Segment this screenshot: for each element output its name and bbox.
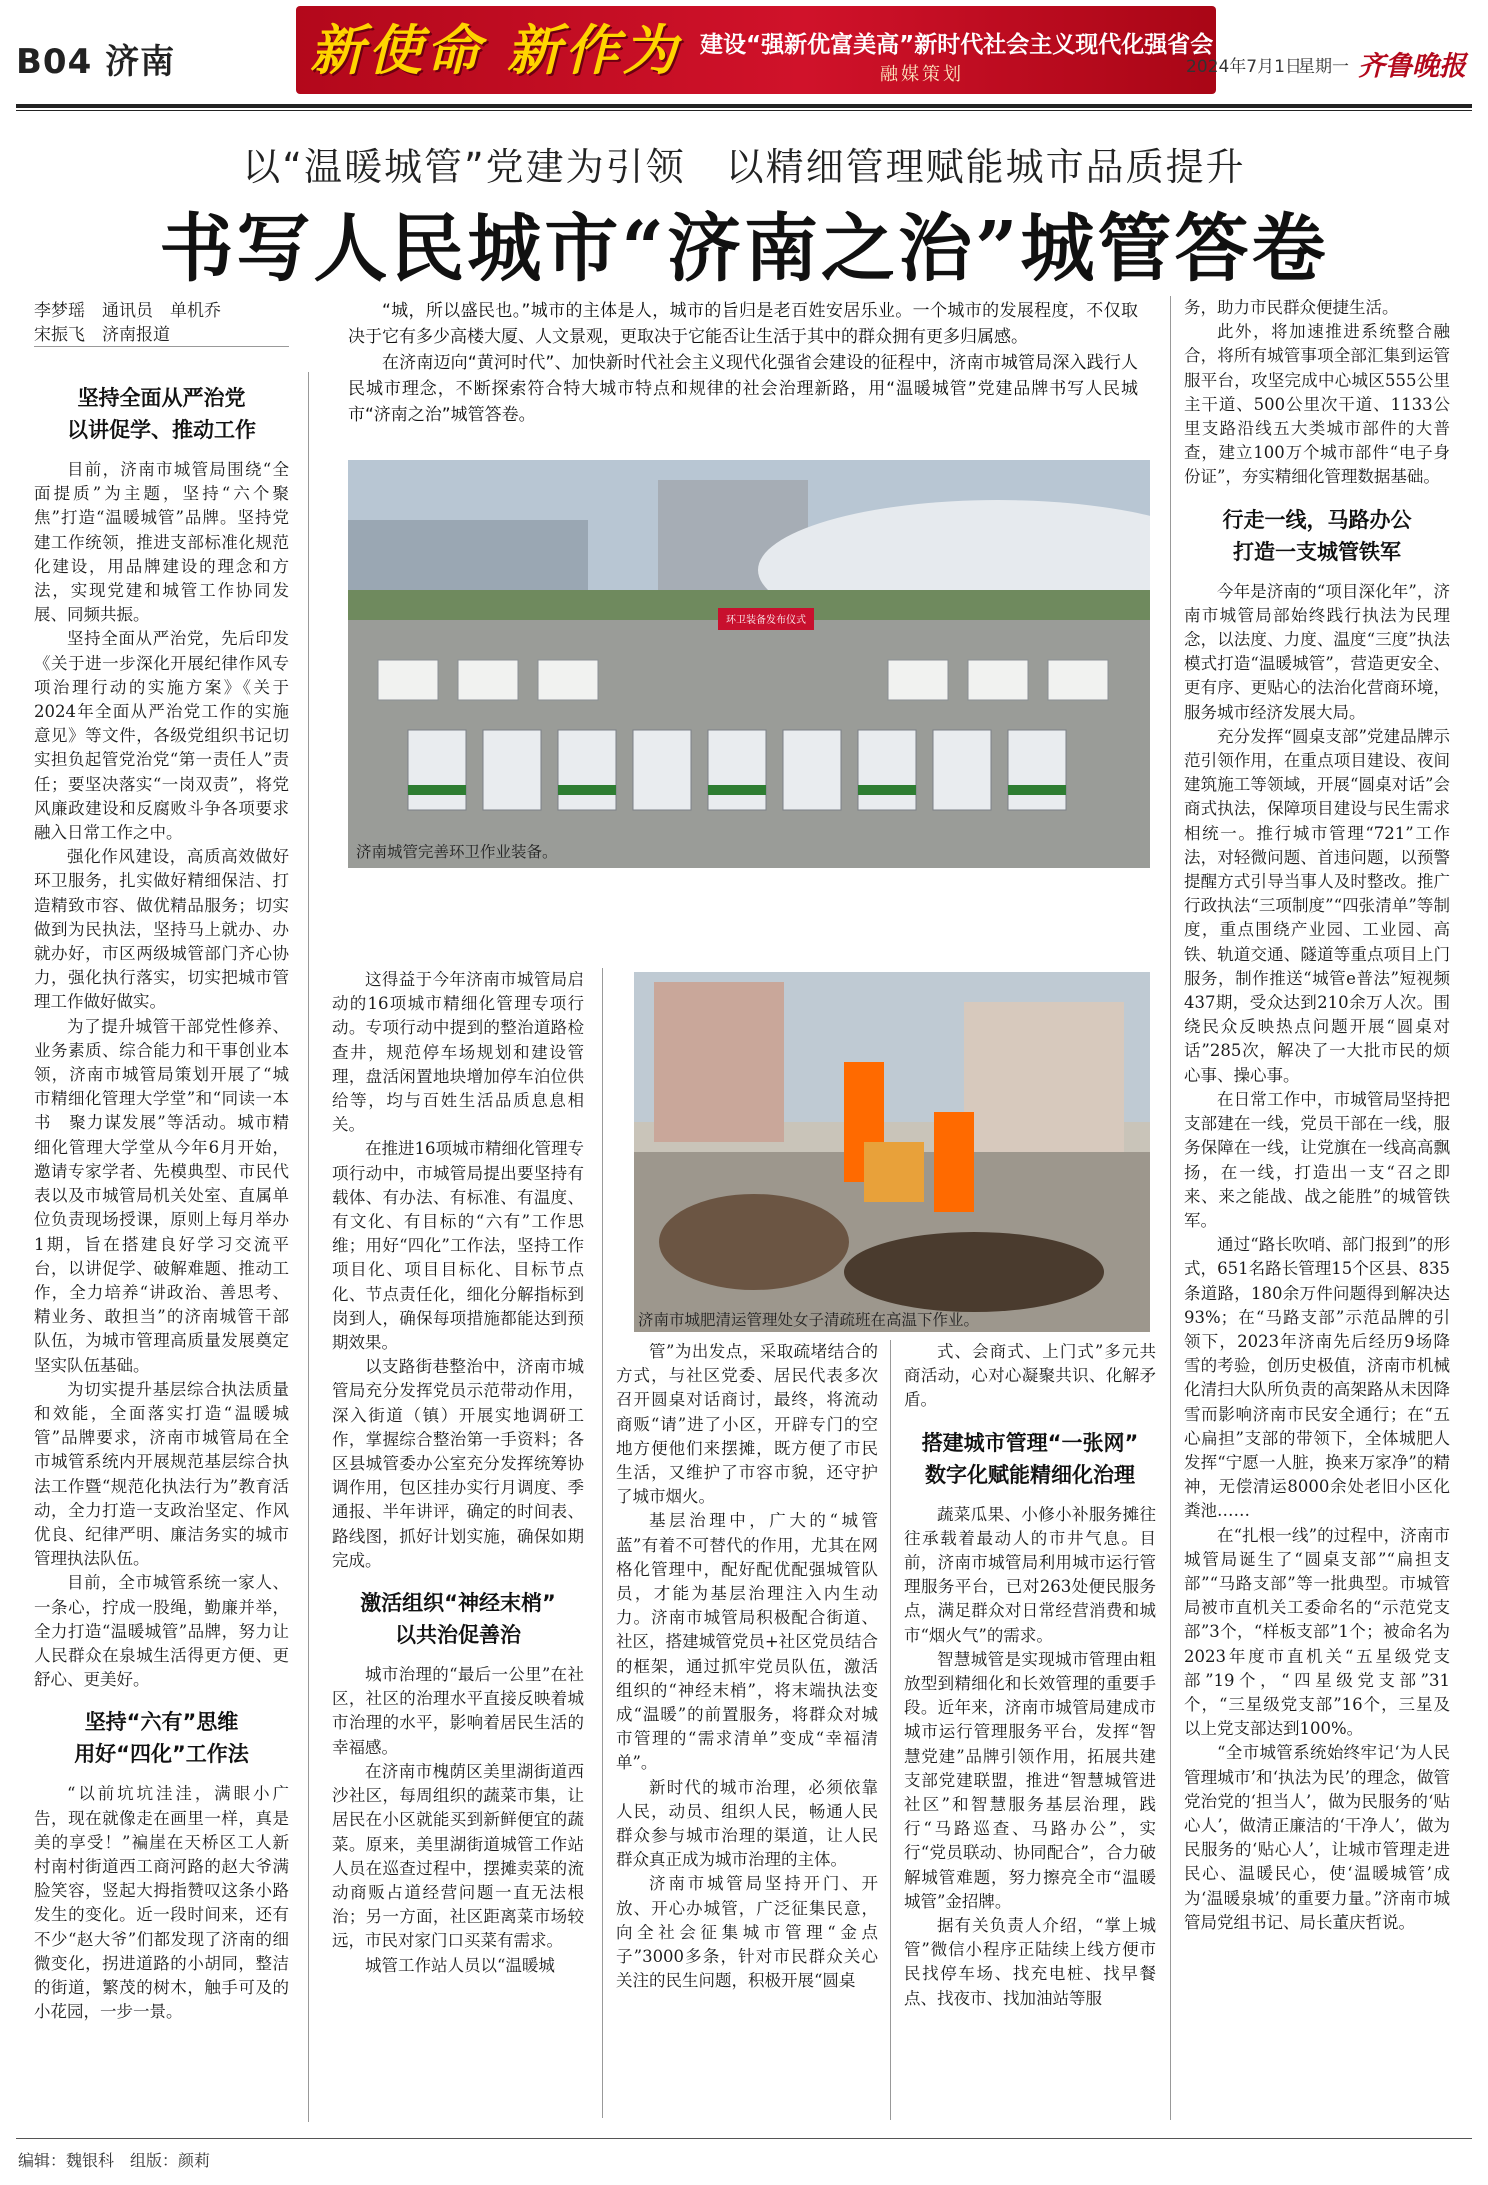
- section-heading: 激活组织“神经末梢” 以共治促善治: [360, 1591, 556, 1648]
- body-paragraph: 在“扎根一线”的过程中，济南市城管局诞生了“圆桌支部”“扁担支部”“马路支部”等一批典型。市城管局被市直机关工委命名的“示范党支部”3个，“样板支部”1个；被命名为2023年度市直机关“五星级党支部”19个，“四星级党支部”31个，“三星级党支部”16个，三星及以上党支部达到100%。: [1184, 1525, 1450, 1739]
- body-paragraph: 在日常工作中，市城管局坚持把支部建在一线，党员干部在一线，服务保障在一线，让党旗在一线高高飘扬，在一线，打造出一支“召之即来、来之能战、战之能胜”的城管铁军。: [1184, 1089, 1450, 1230]
- issue-date: 2024年7月1日: [1186, 57, 1302, 77]
- section-heading: 行走一线，马路办公 打造一支城管铁军: [1222, 507, 1412, 564]
- banner-slogan: 新使命 新作为: [310, 18, 681, 82]
- footer-credits: 编辑：魏银科 组版：颜莉: [18, 2151, 211, 2170]
- article-title: 书写人民城市“济南之治”城管答卷: [159, 206, 1329, 292]
- body-paragraph: 基层治理中，广大的“城管蓝”有着不可替代的作用，尤其在网格化管理中，配好配优配强城管队员，才能为基层治理注入内生动力。济南市城管局积极配合街道、社区，搭建城管党员+社区党员结合的框架，通过抓牢党员队伍，激活组织的“神经末梢”，将末端执法变成“温暖”的前置服务，将群众对城市管理的“需求清单”变成“幸福清单”。: [616, 1511, 878, 1773]
- column-divider: [1170, 296, 1171, 2120]
- article-subtitle: 以“温暖城管”党建为引领 以精细管理赋能城市品质提升: [242, 145, 1246, 189]
- lead-paragraph: 在济南迈向“黄河时代”、加快新时代社会主义现代化强省会建设的征程中，济南市城管局深入践行人民城市理念，不断探索符合特大城市特点和规律的社会治理新路，用“温暖城管”党建品牌书写人民城市“济南之治”城管答卷。: [348, 353, 1138, 425]
- body-paragraph: 为了提升城管干部党性修养、业务素质、综合能力和干事创业本领，济南市城管局策划开展了“城市精细化管理大学堂”和“同读一本书 聚力谋发展”等活动。城市精细化管理大学堂从今年6月开始，邀请专家学者、先模典型、市民代表以及市城管局机关处室、直属单位负责现场授课，原则上每月举办1期，旨在搭建良好学习交流平台，以讲促学、破解难题、推动工作，全力培养“讲政治、善思考、精业务、敢担当”的济南城管干部队伍，为城市管理高质量发展奠定坚实队伍基础。: [34, 1016, 289, 1375]
- newspaper-logo: 齐鲁晚报: [1358, 51, 1466, 82]
- header-rule: [16, 104, 1472, 108]
- body-paragraph: 此外，将加速推进系统整合融合，将所有城管事项全部汇集到运管服平台，攻坚完成中心城区555公里主干道、500公里次干道、1133公里支路沿线五大类城市部件的大普查，建立100万个城市部件“电子身份证”，夯实精细化管理数据基础。: [1184, 322, 1450, 487]
- column-2: [332, 968, 584, 1978]
- body-paragraph: 在济南市槐荫区美里湖街道西沙社区，每周组织的蔬菜市集，让居民在小区就能买到新鲜便宜的蔬菜。原来，美里湖街道城管工作站人员在巡查过程中，摆摊卖菜的流动商贩占道经营问题一直无法根治；另一方面，社区距离菜市场较远，市民对家门口买菜有需求。: [332, 1761, 584, 1951]
- body-paragraph: 城管工作站人员以“温暖城: [365, 1955, 555, 1975]
- page-section-label: B04 济南: [16, 42, 176, 82]
- banner-theme-line: 建设“强新优富美高”新时代社会主义现代化强省会: [700, 32, 1214, 58]
- footer-rule: [16, 2138, 1472, 2139]
- section-heading: 坚持“六有”思维 用好“四化”工作法: [74, 1710, 249, 1767]
- column-5: [1184, 296, 1450, 1935]
- body-paragraph: 务，助力市民群众便捷生活。: [1184, 298, 1399, 317]
- column-3: [616, 1340, 878, 1993]
- byline-reporters: 李梦瑶 通讯员 单机乔: [34, 301, 221, 321]
- photo-women-workers: [634, 972, 1150, 1332]
- body-paragraph: 充分发挥“圆桌支部”党建品牌示范引领作用，在重点项目建设、夜间建筑施工等领域，开展“圆桌对话”会商式执法，保障项目建设与民生需求相统一。推行城市管理“721”工作法，对轻微问题、首违问题，以预警提醒方式引导当事人及时整改。推广行政执法“三项制度”“四张清单”等制度，重点围绕产业园、工业园、高铁、轨道交通、隧道等重点项目上门服务，制作推送“城管e普法”短视频437期，受众达到210余万人次。围绕民众反映热点问题开展“圆桌对话”285次，解决了一大批市民的烦心事、操心事。: [1184, 726, 1450, 1085]
- body-paragraph: 在推进16项城市精细化管理专项行动中，市城管局提出要坚持有载体、有办法、有标准、有温度、有文化、有目标的“六有”工作思维；用好“四化”工作法，坚持工作项目化、项目目标化、目标节点化、节点责任化，细化分解指标到岗到人，确保每项措施都能达到预期效果。: [332, 1139, 584, 1353]
- column-divider: [308, 372, 309, 2122]
- photo-sanitation-vehicles: [348, 460, 1150, 868]
- body-paragraph: 管”为出发点，采取疏堵结合的方式，与社区党委、居民代表多次召开圆桌对话商讨，最终，将流动商贩“请”进了小区，开辟专门的空地方便他们来摆摊，既方便了市民生活，又维护了市容市貌，还守护了城市烟火。: [616, 1342, 878, 1507]
- body-paragraph: 坚持全面从严治党，先后印发《关于进一步深化开展纪律作风专项治理行动的实施方案》《关于2024年全面从严治党工作的实施意见》等文件，各级党组织书记切实担负起管党治党“第一责任人”责任；要坚决落实“一岗双责”，将党风廉政建设和反腐败斗争各项要求融入日常工作之中。: [34, 629, 289, 843]
- body-paragraph: 为切实提升基层综合执法质量和效能，全面落实打造“温暖城管”品牌要求，济南市城管局在全市城管系统内开展规范基层综合执法工作暨“规范化执法行为”教育活动，全力打造一支政治坚定、作风优良、纪律严明、廉洁务实的城市管理执法队伍。: [34, 1379, 289, 1569]
- banner-planning-line: 融媒策划: [880, 64, 964, 85]
- body-paragraph: 蔬菜瓜果、小修小补服务摊往往承载着最动人的市井气息。目前，济南市城管局利用城市运行管理服务平台，已对263处便民服务点，满足群众对日常经营消费和城市“烟火气”的需求。: [904, 1504, 1156, 1645]
- body-paragraph: 城市治理的“最后一公里”在社区，社区的治理水平直接反映着城市治理的水平，影响着居民生活的幸福感。: [332, 1665, 584, 1757]
- article-lead: [348, 298, 1138, 428]
- section-heading: 搭建城市管理“一张网” 数字化赋能精细化治理: [921, 1430, 1139, 1487]
- body-paragraph: 济南市城管局坚持开门、开放、开心办城管，广泛征集民意，向全社会征集城市管理“金点子”3000多条，针对市民群众关心关注的民生问题，积极开展“圆桌: [616, 1874, 878, 1991]
- body-paragraph: 这得益于今年济南市城管局启动的16项城市精细化管理专项行动。专项行动中提到的整治道路检查井，规范停车场规划和建设管理，盘活闲置地块增加停车泊位供给等，均与百姓生活品质息息相关。: [332, 970, 584, 1135]
- photo2-caption: 济南市城肥清运管理处女子清疏班在高温下作业。: [638, 1311, 980, 1329]
- column-4: [904, 1340, 1156, 2011]
- body-paragraph: 以支路街巷整治中，济南市城管局充分发挥党员示范带动作用，深入街道（镇）开展实地调研工作，掌握综合整治第一手资料；各区县城管委办公室充分发挥统筹协调作用，包区挂办实行月调度、季通报、半年讲评，确定的时间表、路线图，抓好计划实施，确保如期完成。: [332, 1357, 584, 1570]
- body-paragraph: 新时代的城市治理，必须依靠人民，动员、组织人民，畅通人民群众参与城市治理的渠道，让人民群众真正成为城市治理的主体。: [616, 1777, 878, 1870]
- body-paragraph: 目前，全市城管系统一家人、一条心，拧成一股绳，勤廉并举，全力打造“温暖城管”品牌，努力让人民群众在泉城生活得更方便、更舒心、更美好。: [34, 1573, 289, 1690]
- event-sign-text: 环卫装备发布仪式: [726, 615, 806, 626]
- column-divider: [890, 1340, 891, 2120]
- header-rule-thin: [16, 110, 1472, 111]
- body-paragraph: “以前坑坑洼洼，满眼小广告，现在就像走在画里一样，真是美的享受！”褊崖在天桥区工人新村南村街道西工商河路的赵大爷满脸笑容，竖起大拇指赞叹这条小路发生的变化。近一段时间来，还有不少“赵大爷”们都发现了济南的细微变化，拐进道路的小胡同，整洁的街道，繁茂的树木，触手可及的小花园，一步一景。: [34, 1784, 289, 2022]
- body-paragraph: 今年是济南的“项目深化年”，济南市城管局部始终践行执法为民理念，以法度、力度、温度“三度”执法模式打造“温暖城管”，营造更安全、更有序、更贴心的法治化营商环境，服务城市经济发展大局。: [1184, 581, 1450, 722]
- body-paragraph: 智慧城管是实现城市管理由粗放型到精细化和长效管理的重要手段。近年来，济南市城管局建成市城市运行管理服务平台，发挥“智慧党建”品牌引领作用，拓展共建支部党建联盟，推进“智慧城管进社区”和智慧服务基层治理，践行“马路巡查、马路办公”，实行“党员联动、协同配合”，合力破解城管难题，努力擦亮全市“温暖城管”金招牌。: [904, 1649, 1156, 1911]
- column-divider: [602, 968, 603, 2118]
- body-paragraph: 通过“路长吹哨、部门报到”的形式，651名路长管理15个区县、835条道路，180余万件问题得到解决达93%；在“马路支部”示范品牌的引领下，2023年济南先后经历9场降雪的考验，创历史极值，济南市机械化清扫大队所负责的高架路从未因降雪而影响济南市民安全通行；在“五心扁担”支部的带领下，全体城肥人发挥“宁愿一人脏，换来万家净”的精神，无偿清运8000余处老旧小区化粪池……: [1184, 1235, 1450, 1521]
- column-1: [34, 372, 289, 2024]
- photo1-caption: 济南城管完善环卫作业装备。: [356, 843, 558, 861]
- issue-weekday: 星期一: [1298, 57, 1349, 77]
- byline-rule: [34, 346, 289, 347]
- body-paragraph: 目前，济南市城管局围绕“全面提质”为主题，坚持“六个聚焦”打造“温暖城管”品牌。坚持党建工作统领，推进支部标准化规范化建设，用品牌建设的理念和方法，实现党建和城管工作协同发展、同频共振。: [34, 460, 289, 625]
- body-paragraph: 据有关负责人介绍，“掌上城管”微信小程序正陆续上线方便市民找停车场、找充电桩、找早餐点、找夜市、找加油站等服: [904, 1916, 1156, 2008]
- section-heading: 坚持全面从严治党 以讲促学、推动工作: [67, 386, 256, 442]
- body-paragraph: “全市城管系统始终牢记‘为人民管理城市’和‘执法为民’的理念，做管党治党的‘担当人’，做为民服务的‘贴心人’，做清正廉洁的‘干净人’，做为民服务的‘贴心人’，让城市管理走进民心、温暖民心，使‘温暖城管’成为‘温暖泉城’的重要力量。”济南市城管局党组书记、局长董庆哲说。: [1184, 1743, 1450, 1932]
- body-paragraph: 式、会商式、上门式”多元共商活动，心对心凝聚共识、化解矛盾。: [904, 1342, 1156, 1410]
- lead-paragraph: “城，所以盛民也。”城市的主体是人，城市的旨归是老百姓安居乐业。一个城市的发展程度，不仅取决于它有多少高楼大厦、人文景观，更取决于它能否让生活于其中的群众拥有更多归属感。: [348, 301, 1138, 347]
- byline-location: 宋振飞 济南报道: [34, 325, 170, 345]
- body-paragraph: 强化作风建设，高质高效做好环卫服务，扎实做好精细保洁、打造精致市容、做优精品服务；切实做到为民执法，坚持马上就办、办就办好，市区两级城管部门齐心协力，强化执行落实，切实把城市管理工作做好做实。: [34, 847, 289, 1012]
